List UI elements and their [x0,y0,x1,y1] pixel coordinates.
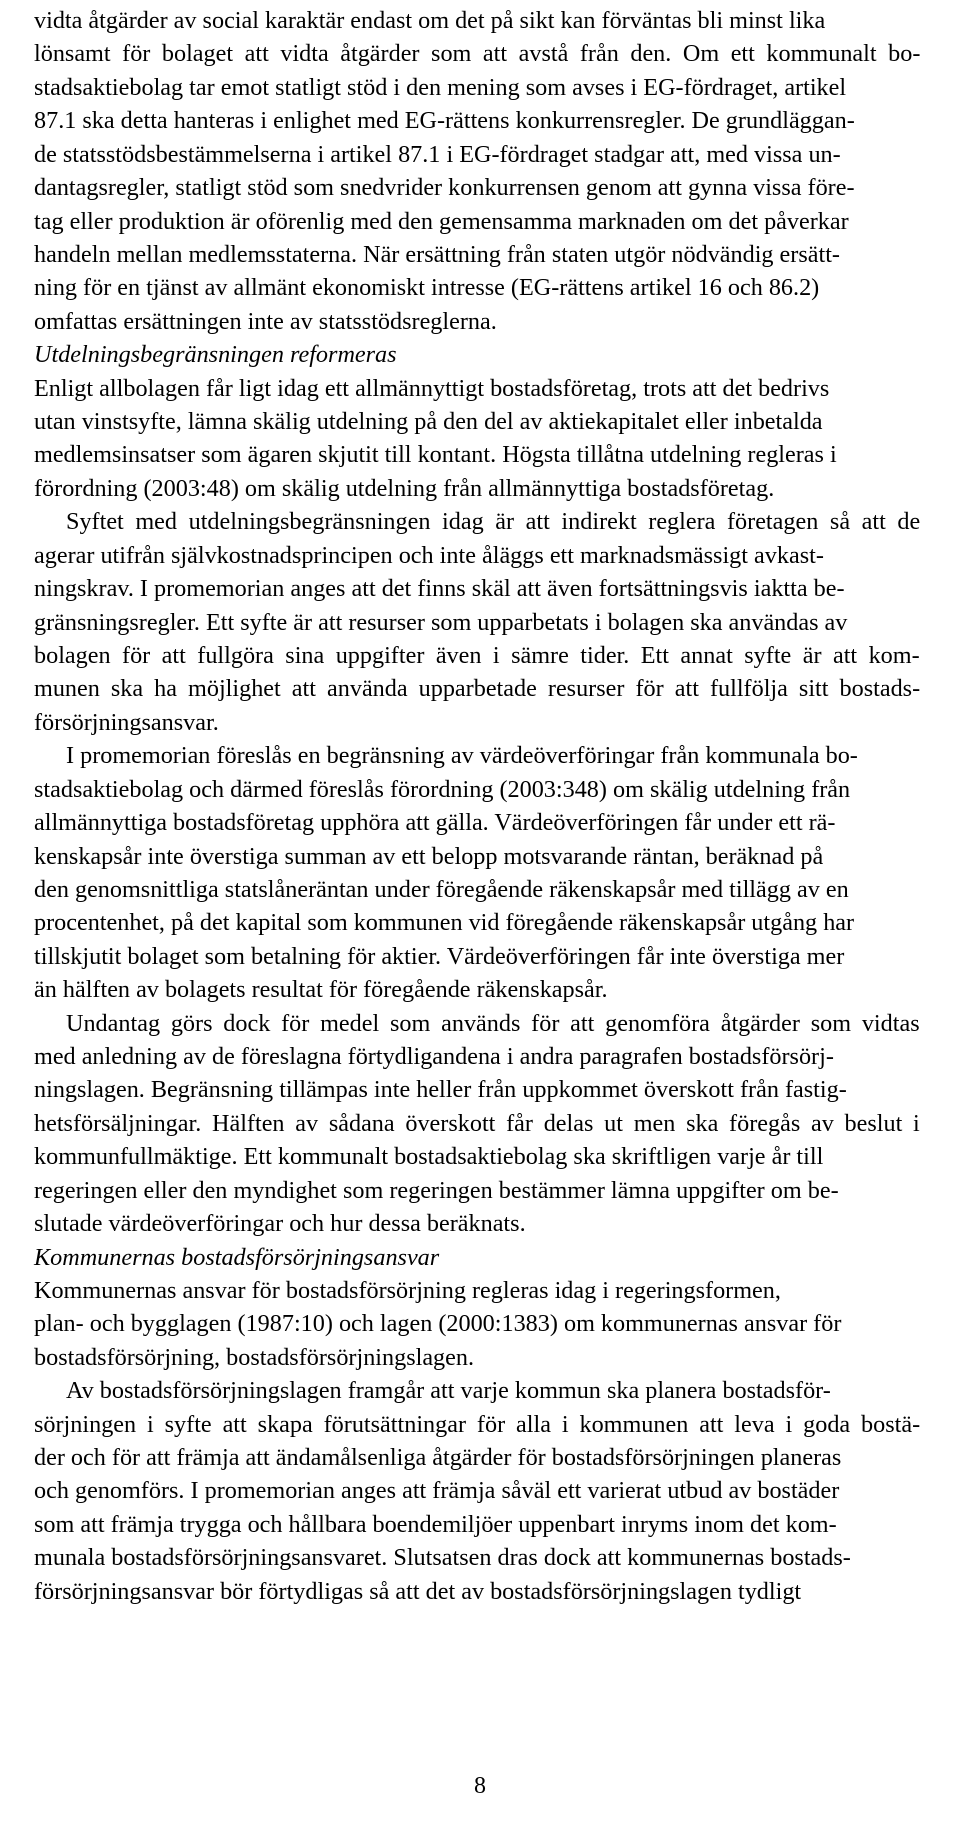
paragraph-first-line: Undantag görs dock för medel som används för att genomföra åtgärder som vidtas [66,1009,920,1037]
body-text-line: der och för att främja att ändamålsenliga åtgärder för bostadsförsörjningen planeras [34,1444,842,1472]
body-text-line: utan vinstsyfte, lämna skälig utdelning på den del av aktiekapitalet eller inbetalda [34,408,823,436]
body-text-line: gränsningsregler. Ett syfte är att resurser som upparbetats i bolagen ska användas av [34,608,848,636]
body-text-line: allmännyttiga bostadsföretag upphöra att gälla. Värdeöverföringen får under ett rä- [34,809,836,837]
body-text-line: procentenhet, på det kapital som kommunen vid föregående räkenskapsår utgång har [34,909,855,937]
body-text-line: lönsamt för bolaget att vidta åtgärder som att avstå från den. Om ett kommunalt bo- [34,40,921,68]
body-text-line: handeln mellan medlemsstaterna. När ersättning från staten utgör nödvändig ersätt- [34,240,840,268]
body-text-line: stadsaktiebolag och därmed föreslås förordning (2003:348) om skälig utdelning från [34,775,851,803]
body-text-line: de statsstödsbestämmelserna i artikel 87.1 i EG-fördraget stadgar att, med vissa un- [34,140,841,168]
paragraph-first-line: Av bostadsförsörjningslagen framgår att varje kommun ska planera bostadsför- [66,1377,831,1405]
body-text-line: ning för en tjänst av allmänt ekonomiskt intresse (EG-rättens artikel 16 och 86.2) [34,274,820,302]
body-text-line: kenskapsår inte överstiga summan av ett belopp motsvarande räntan, beräknad på [34,842,824,870]
body-text-line: hetsförsäljningar. Hälften av sådana överskott får delas ut men ska föregås av beslut i [34,1109,920,1137]
body-text-line: ningslagen. Begränsning tillämpas inte heller från uppkommet överskott från fastig- [34,1076,847,1104]
body-text-line: försörjningsansvar. [34,708,219,736]
body-text-line: vidta åtgärder av social karaktär endast om det på sikt kan förväntas bli minst lika [34,7,826,34]
body-text-line: medlemsinsatser som ägaren skjutit till kontant. Högsta tillåtna utdelning regleras i [34,441,837,469]
body-text-line: som att främja trygga och hållbara boendemiljöer uppenbart inryms inom det kom- [34,1510,837,1538]
body-text-line: munala bostadsförsörjningsansvaret. Slutsatsen dras dock att kommunernas bostads- [34,1544,851,1572]
body-text-line: plan- och bygglagen (1987:10) och lagen (2000:1383) om kommunernas ansvar för [34,1310,842,1338]
body-text-line: än hälften av bolagets resultat för föregående räkenskapsår. [34,976,608,1004]
body-text-line: slutade värdeöverföringar och hur dessa beräknats. [34,1210,526,1238]
body-text-line: Enligt allbolagen får ligt idag ett allmännyttigt bostadsföretag, trots att det bedrivs [34,374,830,402]
body-text-line: stadsaktiebolag tar emot statligt stöd i den mening som avses i EG-fördraget, artikel [34,73,847,101]
body-text-line: omfattas ersättningen inte av statsstödsreglerna. [34,307,497,335]
section-heading: Kommunernas bostadsförsörjningsansvar [34,1243,440,1271]
body-text-line: försörjningsansvar bör förtydligas så att det av bostadsförsörjningslagen tydligt [34,1577,802,1605]
body-text-line: bostadsförsörjning, bostadsförsörjningslagen. [34,1343,475,1371]
body-text-line: tillskjutit bolaget som betalning för aktier. Värdeöverföringen får inte överstiga mer [34,942,845,970]
body-text-line: agerar utifrån självkostnadsprincipen och inte åläggs ett marknadsmässigt avkast- [34,541,824,569]
body-text-line: regeringen eller den myndighet som regeringen bestämmer lämna uppgifter om be- [34,1176,839,1204]
body-text-line: tag eller produktion är oförenlig med den gemensamma marknaden om det påverkar [34,207,849,235]
body-text-line: 87.1 ska detta hanteras i enlighet med EG-rättens konkurrensregler. De grundläggan- [34,107,855,135]
body-text-line: den genomsnittliga statslåneräntan under föregående räkenskapsår med tillägg av en [34,875,849,903]
body-text-line: kommunfullmäktige. Ett kommunalt bostadsaktiebolag ska skriftligen varje år till [34,1143,824,1171]
section-heading: Utdelningsbegränsningen reformeras [34,341,397,369]
body-text-line: ningskrav. I promemorian anges att det finns skäl att även fortsättningsvis iaktta be- [34,575,845,603]
body-text-line: förordning (2003:48) om skälig utdelning från allmännyttiga bostadsföretag. [34,474,775,502]
paragraph-first-line: I promemorian föreslås en begränsning av värdeöverföringar från kommunala bo- [66,742,858,770]
page-number: 8 [474,1773,486,1799]
body-text-line: bolagen för att fullgöra sina uppgifter även i sämre tider. Ett annat syfte är att kom- [34,641,920,669]
body-text-line: dantagsregler, statligt stöd som snedvrider konkurrensen genom att gynna vissa före- [34,174,855,202]
body-text-line: sörjningen i syfte att skapa förutsättningar för alla i kommunen att leva i goda bostä- [34,1410,921,1438]
paragraph-first-line: Syftet med utdelningsbegränsningen idag är att indirekt reglera företagen så att de [66,508,921,536]
body-text-line: med anledning av de föreslagna förtydligandena i andra paragrafen bostadsförsörj- [34,1043,834,1071]
body-text-line: Kommunernas ansvar för bostadsförsörjning regleras idag i regeringsformen, [34,1276,781,1304]
body-text-line: och genomförs. I promemorian anges att främja såväl ett varierat utbud av bostäder [34,1477,840,1505]
body-text-line: munen ska ha möjlighet att använda upparbetade resurser för att fullfölja sitt bostads- [34,675,921,703]
